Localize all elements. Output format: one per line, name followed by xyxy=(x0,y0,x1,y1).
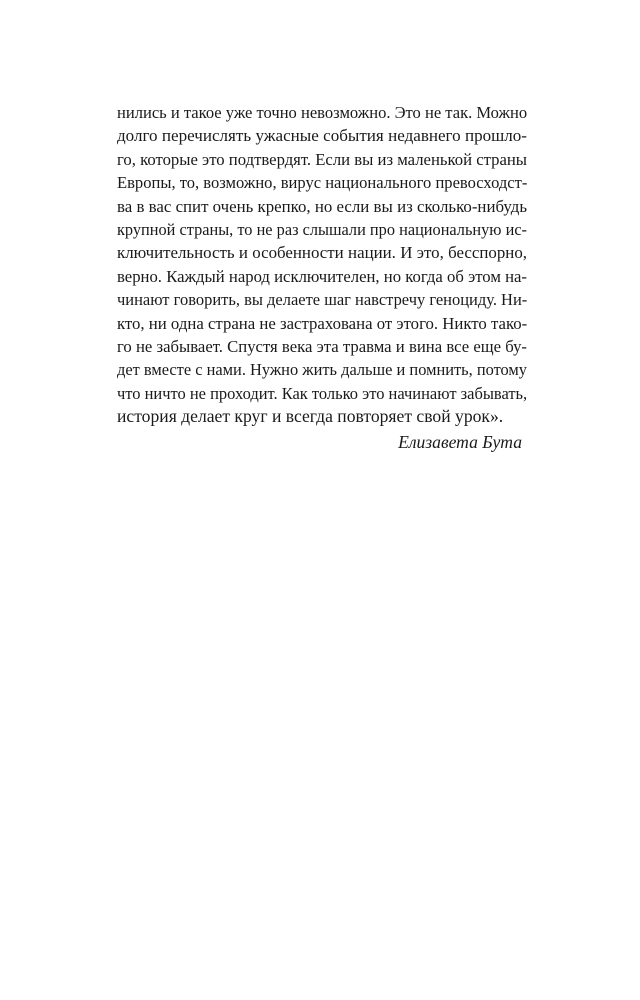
text-line: го не забывает. Спустя века эта травма и вина все еще бу- xyxy=(117,337,527,357)
text-line: нились и такое уже точно невозможно. Это не так. Можно xyxy=(117,103,528,122)
author-attribution: Елизавета Бута xyxy=(398,432,522,452)
text-line: верно. Каждый народ исключителен, но когда об этом на- xyxy=(117,266,527,286)
text-line: дет вместе с нами. Нужно жить дальше и помнить, потому xyxy=(117,360,527,380)
text-line: кто, ни одна страна не застрахована от этого. Никто тако- xyxy=(117,313,528,333)
text-line: крупной страны, то не раз слышали про национальную ис- xyxy=(117,220,527,240)
text-line: ва в вас спит очень крепко, но если вы из сколько-нибудь xyxy=(117,196,527,216)
text-line: Европы, то, возможно, вирус национального превосходст- xyxy=(117,173,528,193)
text-line: го, которые это подтвердят. Если вы из маленькой страны xyxy=(117,149,527,169)
text-line: история делает круг и всегда повторяет свой урок». xyxy=(117,406,504,427)
text-line: чинают говорить, вы делаете шаг навстречу геноциду. Ни- xyxy=(117,290,528,310)
text-line: долго перечислять ужасные события недавнего прошло- xyxy=(117,126,527,146)
body-text xyxy=(117,101,527,429)
text-line: ключительность и особенности нации. И это, бесспорно, xyxy=(117,243,527,263)
text-line: что ничто не проходит. Как только это начинают забывать, xyxy=(117,383,528,403)
